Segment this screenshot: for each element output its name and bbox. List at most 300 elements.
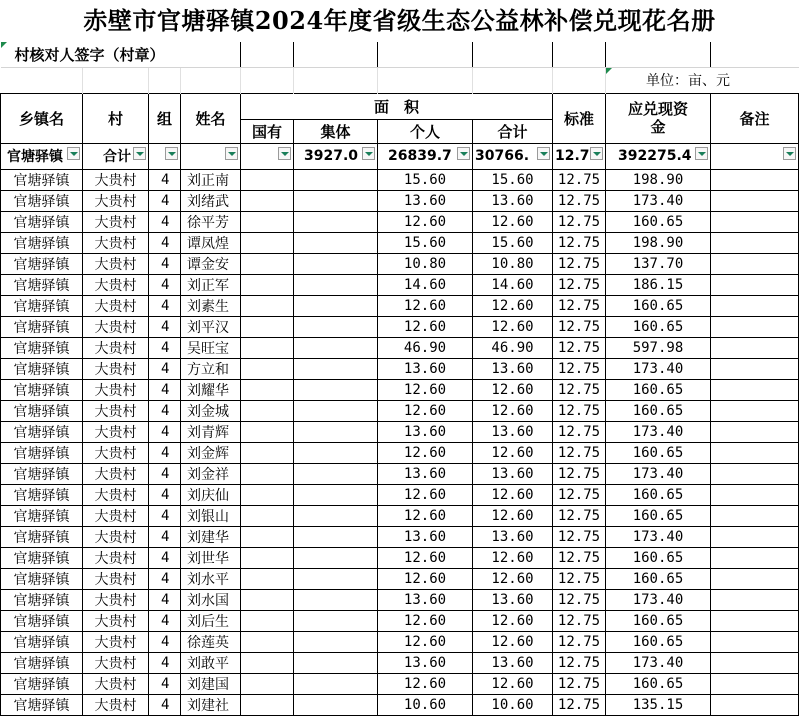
row-name[interactable]: 刘金城 — [181, 400, 241, 421]
row-payable[interactable]: 160.65 — [606, 631, 711, 652]
row-group[interactable]: 4 — [149, 295, 181, 316]
row-payable[interactable]: 160.65 — [606, 400, 711, 421]
row-group[interactable]: 4 — [149, 211, 181, 232]
row-township[interactable]: 官塘驿镇 — [1, 295, 83, 316]
row-state[interactable] — [241, 316, 294, 337]
empty-cell[interactable] — [294, 42, 378, 67]
filter-dropdown-icon[interactable] — [67, 147, 80, 160]
row-group[interactable]: 4 — [149, 232, 181, 253]
row-individual[interactable]: 13.60 — [378, 421, 473, 442]
table-row[interactable] — [1, 610, 799, 631]
row-individual[interactable]: 12.60 — [378, 673, 473, 694]
header-state[interactable]: 国有 — [241, 119, 294, 143]
row-group[interactable]: 4 — [149, 631, 181, 652]
empty-cell[interactable] — [181, 67, 241, 93]
row-total[interactable]: 46.90 — [473, 337, 553, 358]
header-area[interactable]: 面 积 — [241, 93, 553, 119]
row-name[interactable]: 徐平芳 — [181, 211, 241, 232]
row-collective[interactable] — [294, 295, 378, 316]
row-remark[interactable] — [711, 568, 799, 589]
row-group[interactable]: 4 — [149, 673, 181, 694]
row-remark[interactable] — [711, 421, 799, 442]
empty-cell[interactable] — [606, 42, 711, 67]
row-total[interactable]: 13.60 — [473, 652, 553, 673]
table-row[interactable] — [1, 694, 799, 715]
row-name[interactable]: 刘水平 — [181, 568, 241, 589]
row-collective[interactable] — [294, 652, 378, 673]
row-township[interactable]: 官塘驿镇 — [1, 232, 83, 253]
row-township[interactable]: 官塘驿镇 — [1, 253, 83, 274]
row-village[interactable]: 大贵村 — [83, 505, 149, 526]
empty-cell[interactable] — [473, 67, 553, 93]
row-individual[interactable]: 13.60 — [378, 358, 473, 379]
row-total[interactable]: 12.60 — [473, 610, 553, 631]
header-standard[interactable]: 标准 — [553, 93, 606, 143]
table-row[interactable] — [1, 169, 799, 190]
row-individual[interactable]: 12.60 — [378, 400, 473, 421]
row-township[interactable]: 官塘驿镇 — [1, 316, 83, 337]
row-payable[interactable]: 173.40 — [606, 190, 711, 211]
row-collective[interactable] — [294, 568, 378, 589]
row-remark[interactable] — [711, 379, 799, 400]
row-township[interactable]: 官塘驿镇 — [1, 505, 83, 526]
row-group[interactable]: 4 — [149, 442, 181, 463]
row-collective[interactable] — [294, 442, 378, 463]
row-village[interactable]: 大贵村 — [83, 484, 149, 505]
row-village[interactable]: 大贵村 — [83, 589, 149, 610]
row-collective[interactable] — [294, 253, 378, 274]
header-total[interactable]: 合计 — [473, 119, 553, 143]
empty-cell[interactable] — [473, 42, 553, 67]
row-state[interactable] — [241, 442, 294, 463]
row-state[interactable] — [241, 547, 294, 568]
row-total[interactable]: 12.60 — [473, 211, 553, 232]
row-individual[interactable]: 12.60 — [378, 379, 473, 400]
row-township[interactable]: 官塘驿镇 — [1, 526, 83, 547]
row-village[interactable]: 大贵村 — [83, 232, 149, 253]
row-individual[interactable]: 12.60 — [378, 547, 473, 568]
row-state[interactable] — [241, 694, 294, 715]
row-total[interactable]: 13.60 — [473, 190, 553, 211]
filter-name[interactable] — [181, 143, 241, 169]
row-total[interactable]: 12.60 — [473, 673, 553, 694]
filter-standard[interactable]: 12.7 — [553, 143, 606, 169]
row-name[interactable]: 徐莲英 — [181, 631, 241, 652]
table-row[interactable] — [1, 442, 799, 463]
table-row[interactable] — [1, 589, 799, 610]
row-village[interactable]: 大贵村 — [83, 568, 149, 589]
row-standard[interactable]: 12.75 — [553, 358, 606, 379]
row-remark[interactable] — [711, 589, 799, 610]
row-village[interactable]: 大贵村 — [83, 295, 149, 316]
row-group[interactable]: 4 — [149, 253, 181, 274]
header-payable[interactable]: 应兑现资金 — [606, 93, 711, 143]
empty-cell[interactable] — [553, 67, 606, 93]
row-state[interactable] — [241, 253, 294, 274]
row-payable[interactable]: 186.15 — [606, 274, 711, 295]
row-township[interactable]: 官塘驿镇 — [1, 484, 83, 505]
row-payable[interactable]: 173.40 — [606, 526, 711, 547]
row-state[interactable] — [241, 232, 294, 253]
row-individual[interactable]: 12.60 — [378, 316, 473, 337]
row-township[interactable]: 官塘驿镇 — [1, 379, 83, 400]
table-row[interactable] — [1, 673, 799, 694]
empty-cell[interactable] — [711, 42, 799, 67]
row-payable[interactable]: 173.40 — [606, 652, 711, 673]
row-standard[interactable]: 12.75 — [553, 379, 606, 400]
row-standard[interactable]: 12.75 — [553, 505, 606, 526]
filter-total[interactable]: 30766. — [473, 143, 553, 169]
row-remark[interactable] — [711, 526, 799, 547]
empty-cell[interactable] — [1, 67, 83, 93]
row-village[interactable]: 大贵村 — [83, 547, 149, 568]
row-payable[interactable]: 160.65 — [606, 547, 711, 568]
row-standard[interactable]: 12.75 — [553, 694, 606, 715]
row-township[interactable]: 官塘驿镇 — [1, 694, 83, 715]
row-individual[interactable]: 46.90 — [378, 337, 473, 358]
row-individual[interactable]: 14.60 — [378, 274, 473, 295]
row-individual[interactable]: 13.60 — [378, 652, 473, 673]
row-state[interactable] — [241, 169, 294, 190]
row-individual[interactable]: 13.60 — [378, 463, 473, 484]
filter-dropdown-icon[interactable] — [783, 147, 796, 160]
row-collective[interactable] — [294, 526, 378, 547]
header-group[interactable]: 组 — [149, 93, 181, 143]
row-total[interactable]: 10.60 — [473, 694, 553, 715]
row-village[interactable]: 大贵村 — [83, 316, 149, 337]
table-row[interactable] — [1, 568, 799, 589]
row-collective[interactable] — [294, 589, 378, 610]
filter-dropdown-icon[interactable] — [133, 147, 146, 160]
table-row[interactable] — [1, 400, 799, 421]
row-state[interactable] — [241, 358, 294, 379]
row-payable[interactable]: 160.65 — [606, 316, 711, 337]
row-township[interactable]: 官塘驿镇 — [1, 442, 83, 463]
row-group[interactable]: 4 — [149, 526, 181, 547]
row-state[interactable] — [241, 484, 294, 505]
row-total[interactable]: 15.60 — [473, 232, 553, 253]
row-remark[interactable] — [711, 631, 799, 652]
row-state[interactable] — [241, 610, 294, 631]
header-collective[interactable]: 集体 — [294, 119, 378, 143]
row-collective[interactable] — [294, 400, 378, 421]
row-group[interactable]: 4 — [149, 358, 181, 379]
row-village[interactable]: 大贵村 — [83, 358, 149, 379]
row-individual[interactable]: 12.60 — [378, 568, 473, 589]
row-group[interactable]: 4 — [149, 274, 181, 295]
row-collective[interactable] — [294, 610, 378, 631]
row-group[interactable]: 4 — [149, 610, 181, 631]
row-total[interactable]: 10.80 — [473, 253, 553, 274]
row-township[interactable]: 官塘驿镇 — [1, 673, 83, 694]
row-township[interactable]: 官塘驿镇 — [1, 463, 83, 484]
row-collective[interactable] — [294, 631, 378, 652]
row-remark[interactable] — [711, 463, 799, 484]
row-standard[interactable]: 12.75 — [553, 274, 606, 295]
row-payable[interactable]: 198.90 — [606, 232, 711, 253]
table-row[interactable] — [1, 631, 799, 652]
row-state[interactable] — [241, 505, 294, 526]
row-state[interactable] — [241, 631, 294, 652]
row-collective[interactable] — [294, 379, 378, 400]
row-name[interactable]: 刘世华 — [181, 547, 241, 568]
filter-remark[interactable] — [711, 143, 799, 169]
row-remark[interactable] — [711, 211, 799, 232]
row-state[interactable] — [241, 652, 294, 673]
row-name[interactable]: 刘金辉 — [181, 442, 241, 463]
table-row[interactable] — [1, 484, 799, 505]
row-village[interactable]: 大贵村 — [83, 400, 149, 421]
row-individual[interactable]: 12.60 — [378, 442, 473, 463]
row-name[interactable]: 刘后生 — [181, 610, 241, 631]
row-township[interactable]: 官塘驿镇 — [1, 652, 83, 673]
filter-dropdown-icon[interactable] — [590, 147, 603, 160]
row-state[interactable] — [241, 295, 294, 316]
filter-dropdown-icon[interactable] — [537, 147, 550, 160]
row-village[interactable]: 大贵村 — [83, 190, 149, 211]
row-group[interactable]: 4 — [149, 190, 181, 211]
row-standard[interactable]: 12.75 — [553, 169, 606, 190]
row-payable[interactable]: 135.15 — [606, 694, 711, 715]
table-row[interactable] — [1, 316, 799, 337]
signature-cell[interactable] — [1, 42, 241, 67]
row-individual[interactable]: 12.60 — [378, 631, 473, 652]
row-standard[interactable]: 12.75 — [553, 253, 606, 274]
empty-cell[interactable] — [553, 42, 606, 67]
row-individual[interactable]: 10.60 — [378, 694, 473, 715]
row-village[interactable]: 大贵村 — [83, 442, 149, 463]
row-individual[interactable]: 12.60 — [378, 211, 473, 232]
row-township[interactable]: 官塘驿镇 — [1, 169, 83, 190]
empty-cell[interactable] — [149, 67, 181, 93]
row-name[interactable]: 刘水国 — [181, 589, 241, 610]
row-standard[interactable]: 12.75 — [553, 526, 606, 547]
row-remark[interactable] — [711, 505, 799, 526]
empty-cell[interactable] — [378, 67, 473, 93]
row-group[interactable]: 4 — [149, 568, 181, 589]
row-group[interactable]: 4 — [149, 316, 181, 337]
row-total[interactable]: 13.60 — [473, 421, 553, 442]
row-remark[interactable] — [711, 316, 799, 337]
row-group[interactable]: 4 — [149, 169, 181, 190]
row-state[interactable] — [241, 526, 294, 547]
row-total[interactable]: 12.60 — [473, 316, 553, 337]
table-row[interactable] — [1, 295, 799, 316]
filter-collective[interactable]: 3927.0 — [294, 143, 378, 169]
row-state[interactable] — [241, 379, 294, 400]
row-individual[interactable]: 13.60 — [378, 190, 473, 211]
row-standard[interactable]: 12.75 — [553, 610, 606, 631]
filter-dropdown-icon[interactable] — [362, 147, 375, 160]
row-collective[interactable] — [294, 211, 378, 232]
row-name[interactable]: 刘建国 — [181, 673, 241, 694]
row-township[interactable]: 官塘驿镇 — [1, 547, 83, 568]
row-state[interactable] — [241, 337, 294, 358]
table-row[interactable] — [1, 211, 799, 232]
row-state[interactable] — [241, 589, 294, 610]
row-total[interactable]: 12.60 — [473, 484, 553, 505]
row-total[interactable]: 13.60 — [473, 463, 553, 484]
row-individual[interactable]: 13.60 — [378, 526, 473, 547]
row-collective[interactable] — [294, 673, 378, 694]
row-collective[interactable] — [294, 358, 378, 379]
table-row[interactable] — [1, 337, 799, 358]
row-village[interactable]: 大贵村 — [83, 274, 149, 295]
row-collective[interactable] — [294, 316, 378, 337]
row-village[interactable]: 大贵村 — [83, 169, 149, 190]
row-payable[interactable]: 160.65 — [606, 505, 711, 526]
row-collective[interactable] — [294, 421, 378, 442]
row-payable[interactable]: 173.40 — [606, 358, 711, 379]
row-standard[interactable]: 12.75 — [553, 589, 606, 610]
row-standard[interactable]: 12.75 — [553, 652, 606, 673]
row-group[interactable]: 4 — [149, 400, 181, 421]
row-standard[interactable]: 12.75 — [553, 484, 606, 505]
row-name[interactable]: 刘金祥 — [181, 463, 241, 484]
table-row[interactable] — [1, 253, 799, 274]
row-remark[interactable] — [711, 547, 799, 568]
header-township[interactable]: 乡镇名 — [1, 93, 83, 143]
row-standard[interactable]: 12.75 — [553, 421, 606, 442]
row-total[interactable]: 14.60 — [473, 274, 553, 295]
row-standard[interactable]: 12.75 — [553, 232, 606, 253]
row-remark[interactable] — [711, 694, 799, 715]
row-remark[interactable] — [711, 337, 799, 358]
row-collective[interactable] — [294, 232, 378, 253]
row-payable[interactable]: 173.40 — [606, 589, 711, 610]
row-remark[interactable] — [711, 484, 799, 505]
row-payable[interactable]: 173.40 — [606, 463, 711, 484]
filter-individual[interactable]: 26839.7 — [378, 143, 473, 169]
row-village[interactable]: 大贵村 — [83, 337, 149, 358]
row-name[interactable]: 方立和 — [181, 358, 241, 379]
row-individual[interactable]: 15.60 — [378, 232, 473, 253]
row-township[interactable]: 官塘驿镇 — [1, 631, 83, 652]
row-total[interactable]: 12.60 — [473, 505, 553, 526]
filter-village[interactable]: 合计 — [83, 143, 149, 169]
row-standard[interactable]: 12.75 — [553, 295, 606, 316]
empty-cell[interactable] — [241, 42, 294, 67]
filter-dropdown-icon[interactable] — [457, 147, 470, 160]
row-individual[interactable]: 12.60 — [378, 610, 473, 631]
row-collective[interactable] — [294, 337, 378, 358]
row-remark[interactable] — [711, 442, 799, 463]
row-village[interactable]: 大贵村 — [83, 211, 149, 232]
table-row[interactable] — [1, 463, 799, 484]
row-name[interactable]: 刘庆仙 — [181, 484, 241, 505]
row-name[interactable]: 谭金安 — [181, 253, 241, 274]
row-state[interactable] — [241, 673, 294, 694]
row-village[interactable]: 大贵村 — [83, 694, 149, 715]
row-individual[interactable]: 15.60 — [378, 169, 473, 190]
row-payable[interactable]: 160.65 — [606, 610, 711, 631]
row-total[interactable]: 12.60 — [473, 400, 553, 421]
table-row[interactable] — [1, 547, 799, 568]
row-standard[interactable]: 12.75 — [553, 631, 606, 652]
row-payable[interactable]: 597.98 — [606, 337, 711, 358]
table-row[interactable] — [1, 379, 799, 400]
row-township[interactable]: 官塘驿镇 — [1, 211, 83, 232]
row-name[interactable]: 刘青辉 — [181, 421, 241, 442]
row-village[interactable]: 大贵村 — [83, 610, 149, 631]
row-village[interactable]: 大贵村 — [83, 463, 149, 484]
row-individual[interactable]: 12.60 — [378, 505, 473, 526]
row-village[interactable]: 大贵村 — [83, 421, 149, 442]
row-village[interactable]: 大贵村 — [83, 631, 149, 652]
row-standard[interactable]: 12.75 — [553, 673, 606, 694]
row-village[interactable]: 大贵村 — [83, 526, 149, 547]
empty-cell[interactable] — [294, 67, 378, 93]
header-individual[interactable]: 个人 — [378, 119, 473, 143]
row-group[interactable]: 4 — [149, 484, 181, 505]
row-payable[interactable]: 160.65 — [606, 673, 711, 694]
table-row[interactable] — [1, 274, 799, 295]
row-standard[interactable]: 12.75 — [553, 337, 606, 358]
row-individual[interactable]: 13.60 — [378, 589, 473, 610]
row-collective[interactable] — [294, 505, 378, 526]
row-standard[interactable]: 12.75 — [553, 316, 606, 337]
row-remark[interactable] — [711, 274, 799, 295]
empty-cell[interactable] — [241, 67, 294, 93]
row-name[interactable]: 刘平汉 — [181, 316, 241, 337]
row-group[interactable]: 4 — [149, 463, 181, 484]
filter-state[interactable] — [241, 143, 294, 169]
row-name[interactable]: 刘建华 — [181, 526, 241, 547]
row-payable[interactable]: 160.65 — [606, 484, 711, 505]
row-township[interactable]: 官塘驿镇 — [1, 589, 83, 610]
filter-dropdown-icon[interactable] — [278, 147, 291, 160]
header-name[interactable]: 姓名 — [181, 93, 241, 143]
row-state[interactable] — [241, 400, 294, 421]
row-group[interactable]: 4 — [149, 505, 181, 526]
row-collective[interactable] — [294, 169, 378, 190]
row-village[interactable]: 大贵村 — [83, 379, 149, 400]
row-standard[interactable]: 12.75 — [553, 211, 606, 232]
row-village[interactable]: 大贵村 — [83, 673, 149, 694]
row-remark[interactable] — [711, 400, 799, 421]
row-standard[interactable]: 12.75 — [553, 400, 606, 421]
row-state[interactable] — [241, 211, 294, 232]
row-remark[interactable] — [711, 295, 799, 316]
filter-dropdown-icon[interactable] — [165, 147, 178, 160]
table-row[interactable] — [1, 358, 799, 379]
row-group[interactable]: 4 — [149, 589, 181, 610]
empty-cell[interactable] — [378, 42, 473, 67]
row-name[interactable]: 刘绪武 — [181, 190, 241, 211]
filter-dropdown-icon[interactable] — [695, 147, 708, 160]
row-individual[interactable]: 12.60 — [378, 295, 473, 316]
row-village[interactable]: 大贵村 — [83, 652, 149, 673]
table-row[interactable] — [1, 652, 799, 673]
row-payable[interactable]: 160.65 — [606, 442, 711, 463]
row-group[interactable]: 4 — [149, 421, 181, 442]
row-total[interactable]: 12.60 — [473, 547, 553, 568]
row-collective[interactable] — [294, 274, 378, 295]
row-township[interactable]: 官塘驿镇 — [1, 568, 83, 589]
row-name[interactable]: 刘素生 — [181, 295, 241, 316]
filter-group[interactable] — [149, 143, 181, 169]
row-standard[interactable]: 12.75 — [553, 190, 606, 211]
row-collective[interactable] — [294, 463, 378, 484]
row-township[interactable]: 官塘驿镇 — [1, 400, 83, 421]
row-group[interactable]: 4 — [149, 652, 181, 673]
row-state[interactable] — [241, 421, 294, 442]
row-standard[interactable]: 12.75 — [553, 442, 606, 463]
row-total[interactable]: 12.60 — [473, 442, 553, 463]
row-state[interactable] — [241, 463, 294, 484]
row-remark[interactable] — [711, 232, 799, 253]
empty-cell[interactable] — [83, 67, 149, 93]
